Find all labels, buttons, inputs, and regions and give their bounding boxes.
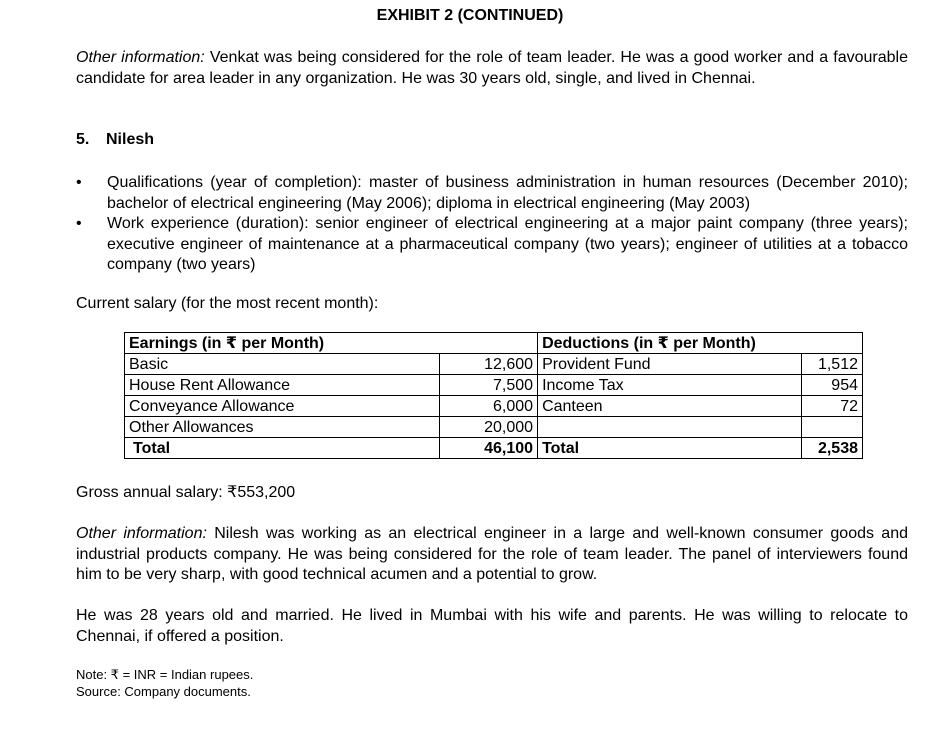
earning-label: Conveyance Allowance xyxy=(125,396,440,417)
deduction-label: Income Tax xyxy=(538,375,802,396)
other-information-label: Other information: xyxy=(76,525,207,542)
table-row xyxy=(125,396,863,417)
deductions-total-label: Total xyxy=(538,438,802,459)
earning-amount: 7,500 xyxy=(439,375,538,396)
earning-label: Basic xyxy=(125,354,440,375)
deduction-amount: 1,512 xyxy=(802,354,863,375)
bullet-icon: • xyxy=(76,215,82,232)
list-item-text: Qualifications (year of completion): master of business administration in human resources (December 2010); bachelor of electrical engineering (May 2006); diploma in electrical engineering (May 2003) xyxy=(107,174,908,212)
venkat-other-information xyxy=(76,48,908,89)
earning-amount: 6,000 xyxy=(439,396,538,417)
qualifications-list xyxy=(76,173,908,276)
list-item xyxy=(76,214,908,276)
deduction-label: Provident Fund xyxy=(538,354,802,375)
section-number: 5. xyxy=(76,131,90,148)
deduction-amount: 954 xyxy=(802,375,863,396)
earning-label: House Rent Allowance xyxy=(125,375,440,396)
table-row xyxy=(125,375,863,396)
earnings-total-label: Total xyxy=(125,438,440,459)
list-item xyxy=(76,173,908,214)
earning-amount: 12,600 xyxy=(439,354,538,375)
other-information-label: Other information: xyxy=(76,49,205,66)
bullet-icon: • xyxy=(76,174,82,191)
exhibit-title: EXHIBIT 2 (CONTINUED) xyxy=(376,7,564,24)
list-item-text: Work experience (duration): senior engineer of electrical engineering at a major paint company (three years); executive engineer of maintenance at a pharmaceutical company (two years); engineer of utilities at a tobacco company (two years) xyxy=(107,215,908,273)
nilesh-other-information xyxy=(76,524,908,586)
table-row xyxy=(125,354,863,375)
deduction-label xyxy=(538,417,802,438)
table-total-row xyxy=(125,438,863,459)
earnings-total-amount: 46,100 xyxy=(439,438,538,459)
section-name: Nilesh xyxy=(106,131,155,148)
source-note: Source: Company documents. xyxy=(76,684,251,699)
earnings-header: Earnings (in ₹ per Month) xyxy=(125,333,538,354)
earning-amount: 20,000 xyxy=(439,417,538,438)
currency-note: Note: ₹ = INR = Indian rupees. xyxy=(76,667,254,682)
nilesh-personal-information: He was 28 years old and married. He lived in Mumbai with his wife and parents. He was willing to relocate to Chennai, if offered a position. xyxy=(76,607,908,645)
venkat-other-information-text: Venkat was being considered for the role of team leader. He was a good worker and a favourable candidate for area leader in any organization. He was 30 years old, single, and lived in Chennai. xyxy=(76,49,908,87)
table-row xyxy=(125,417,863,438)
current-salary-label: Current salary (for the most recent month): xyxy=(76,295,379,312)
deduction-amount xyxy=(802,417,863,438)
deduction-label: Canteen xyxy=(538,396,802,417)
table-header-row xyxy=(125,333,863,354)
deduction-amount: 72 xyxy=(802,396,863,417)
section-heading-nilesh xyxy=(76,130,154,150)
gross-annual-salary: Gross annual salary: ₹553,200 xyxy=(76,484,296,501)
salary-table xyxy=(124,332,863,459)
deductions-header: Deductions (in ₹ per Month) xyxy=(538,333,863,354)
nilesh-other-information-text: Nilesh was working as an electrical engineer in a large and well-known consumer goods and industrial products company. He was being considered for the role of team leader. The panel of interviewers found him to be very sharp, with good technical acumen and a potential to grow. xyxy=(76,525,908,583)
deductions-total-amount: 2,538 xyxy=(802,438,863,459)
earning-label: Other Allowances xyxy=(125,417,440,438)
